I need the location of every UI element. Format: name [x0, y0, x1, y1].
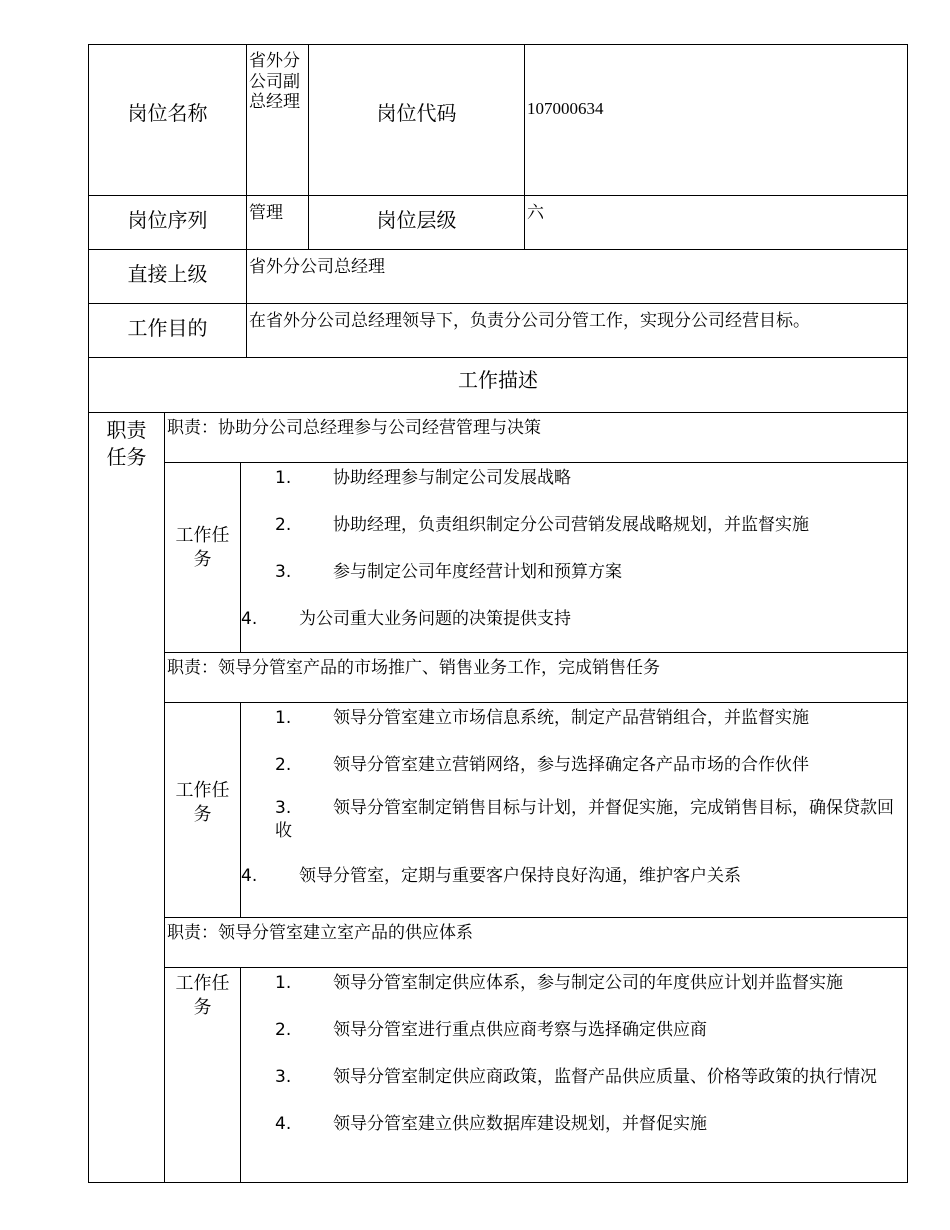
task-item — [241, 561, 907, 584]
task-number: 1. — [275, 708, 292, 728]
task-item — [241, 1113, 907, 1136]
task-number: 1. — [275, 468, 292, 488]
direct-superior-value: 省外分公司总经理 — [247, 250, 908, 304]
task-label-2-text: 工作任务 — [175, 780, 230, 825]
task-text: 协助经理参与制定公司发展战略 — [333, 468, 571, 488]
job-description-document — [88, 44, 907, 1183]
work-purpose-value: 在省外分公司总经理领导下，负责分公司分管工作，实现分公司经营目标。 — [247, 304, 908, 358]
duty-row-2 — [89, 653, 908, 703]
task-text: 领导分管室制定供应商政策，监督产品供应质量、价格等政策的执行情况 — [333, 1067, 877, 1087]
task-item — [241, 754, 907, 777]
task-item — [241, 1019, 907, 1042]
section-title: 工作描述 — [89, 358, 908, 413]
task-item — [241, 608, 907, 631]
task-text: 领导分管室制定销售目标与计划，并督促实施，完成销售目标，确保贷款回收 — [275, 798, 894, 841]
task-label-2 — [165, 703, 241, 918]
row-direct-superior — [89, 250, 908, 304]
task-text: 领导分管室制定供应体系，参与制定公司的年度供应计划并监督实施 — [333, 973, 843, 993]
task-number: 4. — [241, 609, 258, 629]
duty-row-1 — [89, 413, 908, 463]
position-level-label: 岗位层级 — [309, 196, 525, 250]
row-work-purpose — [89, 304, 908, 358]
task-row-3 — [89, 968, 908, 1183]
row-section-title — [89, 358, 908, 413]
task-number: 1. — [275, 973, 292, 993]
task-text: 领导分管室，定期与重要客户保持良好沟通，维护客户关系 — [299, 866, 741, 886]
task-number: 3. — [275, 798, 292, 818]
task-text: 领导分管室建立市场信息系统，制定产品营销组合，并监督实施 — [333, 708, 809, 728]
position-sequence-label: 岗位序列 — [89, 196, 247, 250]
task-number: 2. — [275, 515, 292, 535]
direct-superior-label: 直接上级 — [89, 250, 247, 304]
task-text: 领导分管室建立供应数据库建设规划，并督促实施 — [333, 1114, 707, 1134]
task-text: 协助经理，负责组织制定分公司营销发展战略规划，并监督实施 — [333, 515, 809, 535]
duty-title-3: 职责：领导分管室建立室产品的供应体系 — [165, 918, 908, 968]
task-label-1 — [165, 463, 241, 653]
task-list-3 — [241, 968, 908, 1183]
work-purpose-label: 工作目的 — [89, 304, 247, 358]
position-sequence-value: 管理 — [247, 196, 309, 250]
position-level-value: 六 — [525, 196, 908, 250]
task-item — [241, 972, 907, 995]
task-text: 为公司重大业务问题的决策提供支持 — [299, 609, 571, 629]
position-code-value: 107000634 — [525, 45, 908, 196]
task-list-1 — [241, 463, 908, 653]
position-code-label: 岗位代码 — [309, 45, 525, 196]
task-label-3-text: 工作任务 — [175, 973, 230, 1018]
task-text: 领导分管室建立营销网络，参与选择确定各产品市场的合作伙伴 — [333, 755, 809, 775]
duties-side-label — [89, 413, 165, 1183]
task-text: 参与制定公司年度经营计划和预算方案 — [333, 562, 622, 582]
duties-side-label-text: 职责任务 — [106, 418, 147, 469]
task-number: 4. — [275, 1114, 292, 1134]
row-position-sequence — [89, 196, 908, 250]
row-position-name — [89, 45, 908, 196]
task-item — [241, 797, 907, 843]
duty-title-1: 职责：协助分公司总经理参与公司经营管理与决策 — [165, 413, 908, 463]
position-name-label: 岗位名称 — [89, 45, 247, 196]
duty-title-2: 职责：领导分管室产品的市场推广、销售业务工作，完成销售任务 — [165, 653, 908, 703]
position-name-value: 省外分公司副总经理 — [247, 45, 309, 196]
task-label-3 — [165, 968, 241, 1183]
task-item — [241, 865, 907, 888]
task-item — [241, 707, 907, 730]
duty-row-3 — [89, 918, 908, 968]
task-row-2 — [89, 703, 908, 918]
task-number: 2. — [275, 1020, 292, 1040]
task-number: 3. — [275, 562, 292, 582]
job-description-table — [88, 44, 908, 1183]
task-item — [241, 514, 907, 537]
task-item — [241, 1066, 907, 1089]
task-label-1-text: 工作任务 — [175, 524, 230, 570]
task-number: 2. — [275, 755, 292, 775]
task-row-1 — [89, 463, 908, 653]
task-number: 4. — [241, 866, 258, 886]
task-item — [241, 467, 907, 490]
task-text: 领导分管室进行重点供应商考察与选择确定供应商 — [333, 1020, 707, 1040]
task-number: 3. — [275, 1067, 292, 1087]
task-list-2 — [241, 703, 908, 918]
